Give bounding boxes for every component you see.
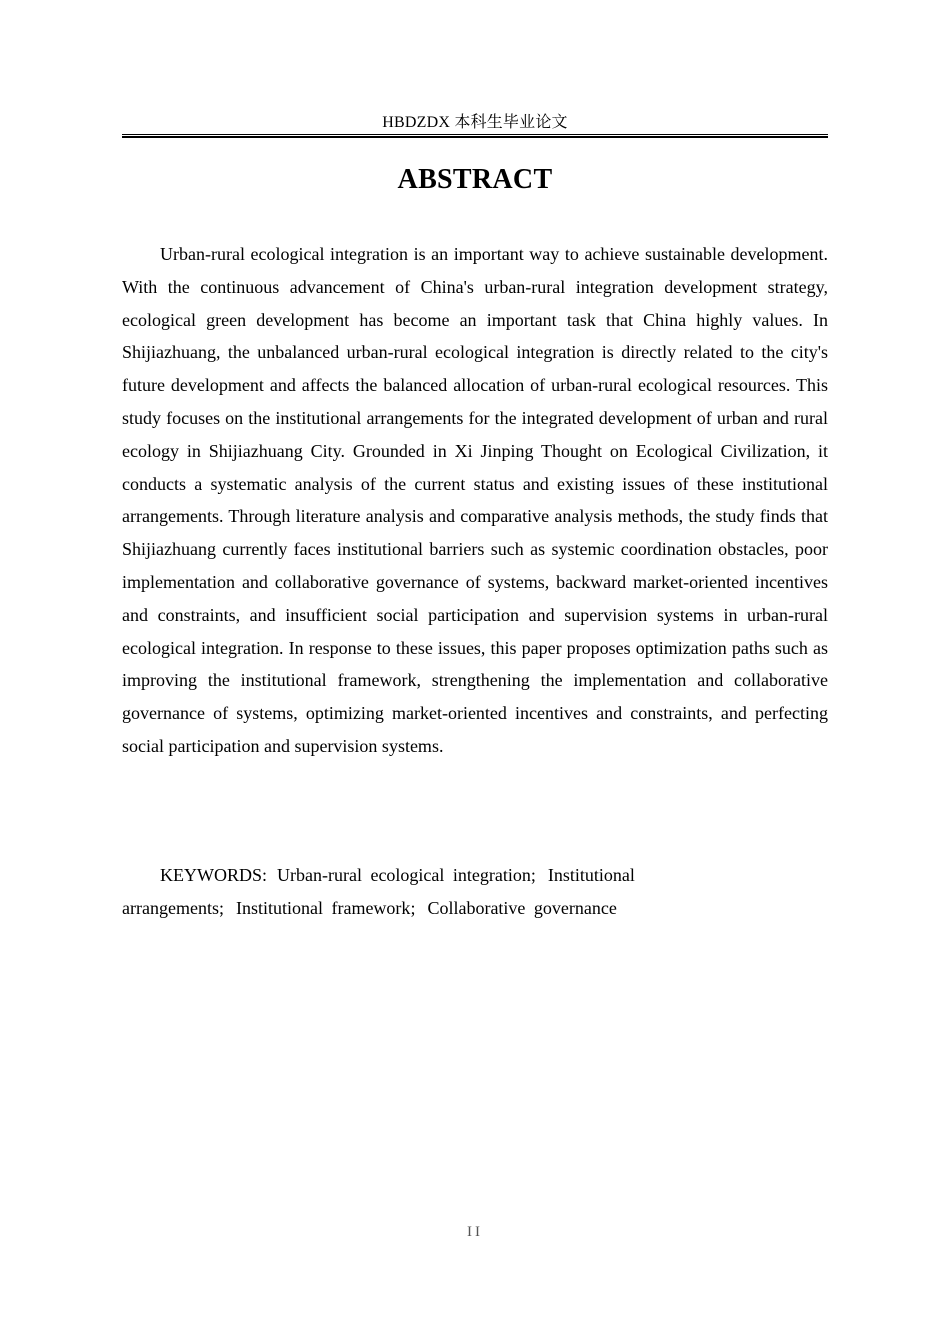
keywords-label: KEYWORDS: <box>160 865 267 885</box>
keyword-item: Institutional arrangements <box>122 865 635 918</box>
keyword-item: Institutional framework <box>235 897 411 918</box>
header-rule-thick <box>122 136 828 138</box>
keywords-line <box>122 859 828 925</box>
keyword-separator: ; <box>410 897 416 918</box>
keyword-item: Urban-rural ecological integration <box>277 865 531 885</box>
keyword-separator: ; <box>218 897 224 918</box>
running-header: HBDZDX 本科生毕业论文 <box>382 114 568 131</box>
page-number: II <box>467 1224 483 1240</box>
keyword-item: Collaborative governance <box>427 897 617 918</box>
keyword-separator: ; <box>530 865 536 885</box>
abstract-body: Urban-rural ecological integration is an important way to achieve sustainable development. With the continuous advancement of China's urban-rural integration development strategy, ecological green development has become an important task that China highly values. In Shijiazhuang, the unbalanced urban-rural ecological integration is directly related to the city's future development and affects the balanced allocation of urban-rural ecological resources. This study focuses on the institutional arrangements for the integrated development of urban and rural ecology in Shijiazhuang City. Grounded in Xi Jinping Thought on Ecological Civilization, it conducts a systematic analysis of the current status and existing issues of these institutional arrangements. Through literature analysis and comparative analysis methods, the study finds that Shijiazhuang currently faces institutional barriers such as systemic coordination obstacles, poor implementation and collaborative governance of systems, backward market-oriented incentives and constraints, and insufficient social participation and supervision systems in urban-rural ecological integration. In response to these issues, this paper proposes optimization paths such as improving the institutional framework, strengthening the implementation and collaborative governance of systems, optimizing market-oriented incentives and constraints, and perfecting social participation and supervision systems. <box>122 244 828 756</box>
header-rule-thin <box>122 134 828 135</box>
abstract-title: ABSTRACT <box>397 164 553 195</box>
